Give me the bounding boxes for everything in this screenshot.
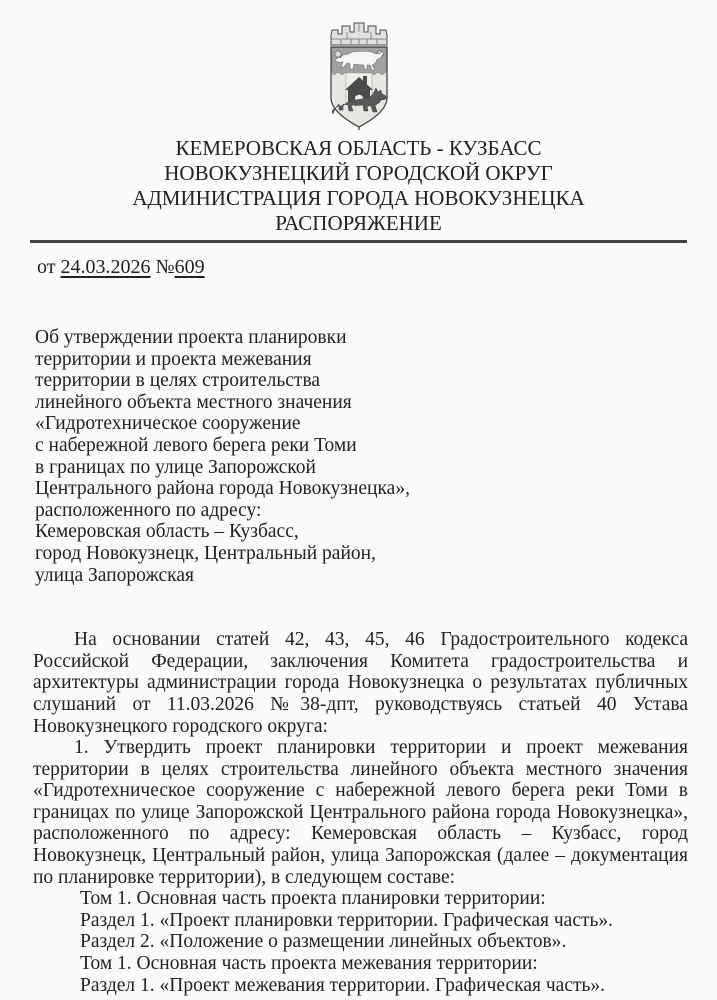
subject-line: линейного объекта местного значения: [35, 391, 352, 413]
document-number: 609: [174, 256, 205, 278]
document-reference-line: [37, 255, 717, 279]
document-type-title: РАСПОРЯЖЕНИЕ: [275, 211, 442, 235]
subject-line: территории и проекта межевания: [35, 348, 312, 370]
subject-line: Об утверждении проекта планировки: [35, 327, 347, 348]
subject-line: расположенного по адресу:: [35, 499, 262, 521]
letterhead-administration-line: АДМИНИСТРАЦИЯ ГОРОДА НОВОКУЗНЕЦКА: [132, 186, 585, 210]
subject-line: с набережной левого берега реки Томи: [35, 434, 357, 456]
document-date: 24.03.2026: [60, 256, 151, 278]
letterhead-region-line: КЕМЕРОВСКАЯ ОБЛАСТЬ - КУЗБАСС: [175, 136, 542, 160]
subject-line: город Новокузнецк, Центральный район,: [35, 542, 376, 564]
header-divider-rule: [30, 240, 687, 243]
chief-roundel-left: [334, 51, 340, 57]
document-body: [33, 629, 688, 996]
composition-list-item: Том 1. Основная часть проекта межевания территории:: [80, 953, 538, 975]
clause-1-paragraph: 1. Утвердить проект планировки территории и проект межевания территории в целях строительства линейного объекта местного значения «Гидротехническое сооружение с набережной левого берега реки Томи в границах по улице Запорожской Центрального района города Новокузнецка», расположенного по адресу: Кемеровская область – Кузбасс, город Новокузнецк, Центральный район, улица Запорожская (далее – документация по планировке территории), в следующем составе:: [33, 737, 688, 888]
subject-block: [35, 327, 717, 586]
subject-line: Кемеровская область – Кузбасс,: [35, 521, 299, 543]
subject-line: территории в целях строительства: [35, 370, 321, 392]
subject-line: в границах по улице Запорожской: [35, 456, 316, 478]
number-sign: №: [155, 256, 175, 278]
subject-line: «Гидротехническое сооружение: [35, 413, 301, 435]
composition-list-item: Раздел 1. «Проект планировки территории. Графическая часть».: [80, 909, 614, 931]
preamble-paragraph: На основании статей 42, 43, 45, 46 Градостроительного кодекса Российской Федерации, заключения Комитета градостроительства и архитектуры администрации города Новокузнецка о результатах публичных слушаний от 11.03.2026 №38-дпт, руководствуясь статьей 40 Устава Новокузнецкого городского округа:: [33, 629, 688, 737]
composition-list-item: Раздел 1. «Проект межевания территории. Графическая часть».: [80, 974, 606, 996]
composition-list-item: Раздел 2. «Положение о размещении линейных объектов».: [80, 931, 567, 953]
letterhead-okrug-line: НОВОКУЗНЕЦКИЙ ГОРОДСКОЙ ОКРУГ: [164, 161, 553, 185]
subject-line: Центрального района города Новокузнецка»,: [35, 478, 410, 500]
letterhead: [0, 136, 717, 236]
subject-line: улица Запорожская: [35, 564, 194, 586]
novokuznetsk-coat-of-arms-icon: [322, 20, 396, 132]
reference-prefix: от: [37, 256, 56, 278]
composition-list-item: Том 1. Основная часть проекта планировки территории:: [80, 888, 546, 910]
